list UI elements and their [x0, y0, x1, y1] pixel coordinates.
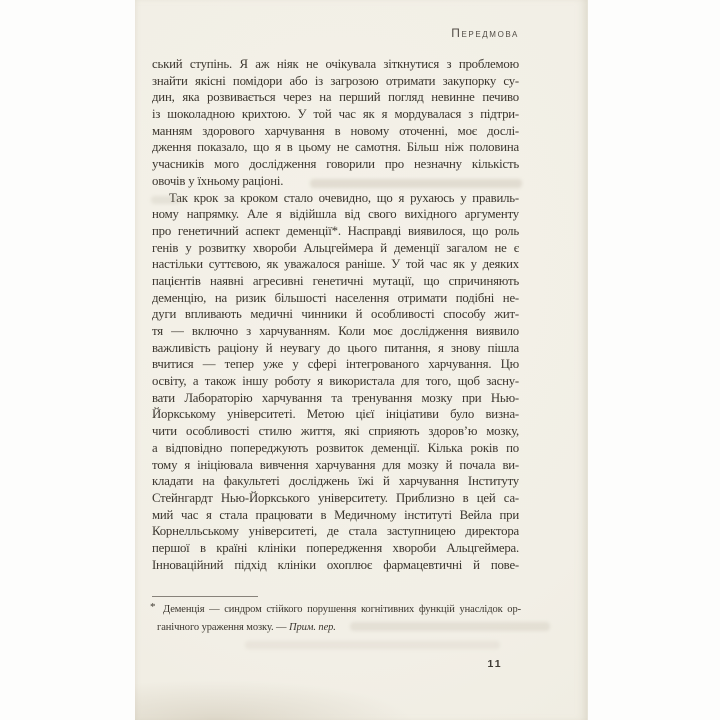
body-line: Так крок за кроком стало очевидно, що я рухаюсь у правиль- [169, 190, 519, 205]
body-line: важливість раціону й неувагу до цього питання, я знову пішла [152, 340, 519, 355]
body-line: вати Лабораторію харчування та тренування мозку при Нью- [152, 390, 519, 405]
body-text [152, 56, 519, 573]
body-line: першої в країні клініки попередження хвороби Альцгеймера. [152, 540, 519, 555]
footnote-marker: * [150, 601, 156, 613]
body-line: ський ступінь. Я аж ніяк не очікувала зіткнутися з проблемою [152, 57, 519, 71]
body-line: деменцію, на ризик більшості населення отримати подібні не- [152, 290, 519, 305]
footnote-separator-rule [152, 596, 258, 597]
body-line: овочів у їхньому раціоні. [152, 173, 284, 188]
body-line: настільки суттєвою, як уважалося раніше. У той час як у деяких [152, 257, 519, 272]
body-line: кладати на факультеті досліджень їжі й харчування Інституту [152, 474, 519, 489]
body-line: ному напрямку. Але я відійшла від свого вихідного аргументу [152, 207, 519, 222]
body-line: дин, яка розвивається через на перший погляд невинне печиво [152, 90, 519, 105]
body-line: чити особливості стилю життя, які сприяють здоров’ю мозку, [152, 424, 519, 439]
book-page-photo [135, 0, 588, 720]
footnote-line-2 [150, 619, 521, 637]
translator-note-label: Прим. пер. [288, 621, 336, 633]
body-line: дження показало, що я в цьому не самотня. Більш ніж половина [152, 140, 519, 155]
body-line: пацієнтів наявні агресивні генетичні мутації, що спричиняють [152, 273, 519, 288]
body-line: а відповідно попереджують розвиток деменції. Кілька років по [152, 440, 519, 455]
body-line: Корнелльському університеті, де стала заступницею директора [152, 524, 519, 539]
running-head-title: Передмова [451, 26, 519, 40]
body-line: учасників мого дослідження говорили про незначну кількість [152, 157, 519, 172]
body-line: Стейнгардт Нью-Йоркського університету. Приблизно в цей са- [152, 490, 519, 505]
body-line: вчитися — тепер уже у сфері інтегрованого харчування. Цю [152, 357, 519, 372]
page-showthrough-artifact [245, 641, 500, 649]
body-line: тя — включно з харчуванням. Коли моє дослідження виявило [152, 324, 519, 338]
page-number: 11 [487, 658, 503, 670]
body-line: Йоркському університеті. Метою цієї ініціативи було визна- [152, 407, 519, 422]
body-line: із шоколадною крихтою. У той час як я мордувалася з підтри- [152, 107, 519, 122]
body-line: знайти якісні помідори або із загрозою отримати закупорку су- [152, 73, 519, 88]
body-line: тому я ініціювала вивчення харчування для мозку й почала ви- [152, 457, 519, 472]
body-line: про генетичний аспект деменції*. Насправді виявилося, що роль [152, 223, 519, 238]
body-line: манням здорового харчування в новому оточенні, моє дослі- [152, 123, 519, 138]
footnote-text-continued: ганічного ураження мозку. — [157, 621, 289, 633]
body-line: Інноваційний підхід клініки охоплює фармацевтичні й пове- [152, 557, 519, 572]
body-line: генів у розвитку хвороби Альцгеймера й деменції загалом не є [152, 240, 519, 255]
body-line: дуги впливають медичні чинники й особливості способу жит- [152, 307, 519, 322]
footnote [150, 601, 521, 636]
body-line: мий час я стала працювати в Медичному інституті Вейла при [152, 507, 519, 522]
footnote-line-1 [150, 601, 521, 619]
footnote-text: Деменція — синдром стійкого порушення когнітивних функцій унаслідок ор- [163, 604, 521, 615]
body-line: освіту, а також іншу роботу я використала для того, щоб засну- [152, 374, 519, 389]
